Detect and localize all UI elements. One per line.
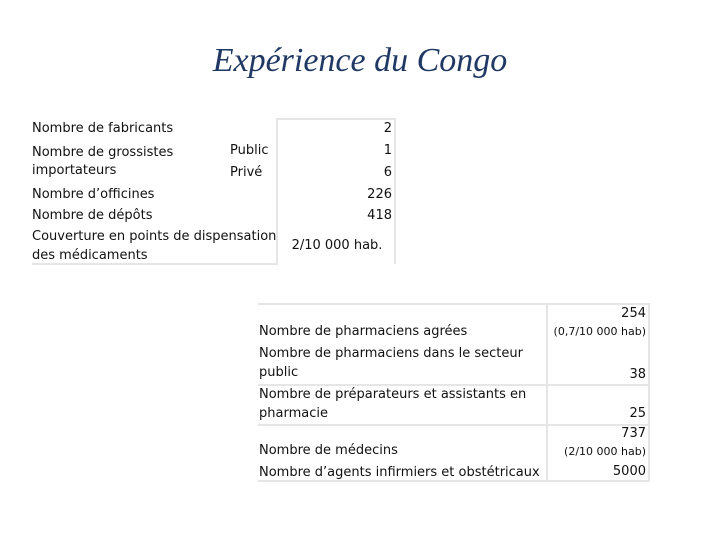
preparateurs-label: Nombre de préparateurs et assistants en (259, 387, 527, 402)
couverture-value: 2/10 000 hab. (291, 238, 383, 253)
couverture-label: Couverture en points de dispensation (32, 229, 277, 244)
depots-value: 418 (367, 208, 392, 223)
table-divider (648, 303, 650, 482)
fabricants-value: 2 (383, 121, 392, 136)
secteur-public-label-line2: public (259, 365, 299, 380)
public-label: Public (230, 143, 269, 158)
medecins-value: 737 (621, 426, 646, 441)
couverture-label-line2: des médicaments (32, 248, 148, 263)
infirmiers-value: 5000 (612, 464, 646, 479)
pharmaciens-ratio: (0,7/10 000 hab) (553, 325, 646, 338)
page-title: Expérience du Congo (212, 42, 508, 79)
medecins-label: Nombre de médecins (259, 443, 398, 458)
depots-label: Nombre de dépôts (32, 208, 153, 223)
secteur-public-label: Nombre de pharmaciens dans le secteur (259, 346, 523, 361)
table-divider (394, 118, 396, 264)
grossistes-label: Nombre de grossistes (32, 145, 174, 160)
secteur-public-value: 38 (629, 367, 646, 382)
pharmaciens-value: 254 (621, 306, 646, 321)
prive-label: Privé (230, 165, 263, 180)
officines-value: 226 (367, 187, 392, 202)
infirmiers-label: Nombre d’agents infirmiers et obstétricaux (259, 465, 540, 480)
preparateurs-label-line2: pharmacie (259, 406, 328, 421)
fabricants-label: Nombre de fabricants (32, 121, 174, 136)
preparateurs-value: 25 (629, 406, 646, 421)
medecins-ratio: (2/10 000 hab) (564, 445, 646, 458)
grossistes-label-line2: importateurs (32, 163, 117, 178)
prive-value: 6 (383, 165, 392, 180)
public-value: 1 (383, 143, 392, 158)
pharmaciens-label: Nombre de pharmaciens agrées (259, 324, 468, 339)
officines-label: Nombre d’officines (32, 187, 155, 202)
